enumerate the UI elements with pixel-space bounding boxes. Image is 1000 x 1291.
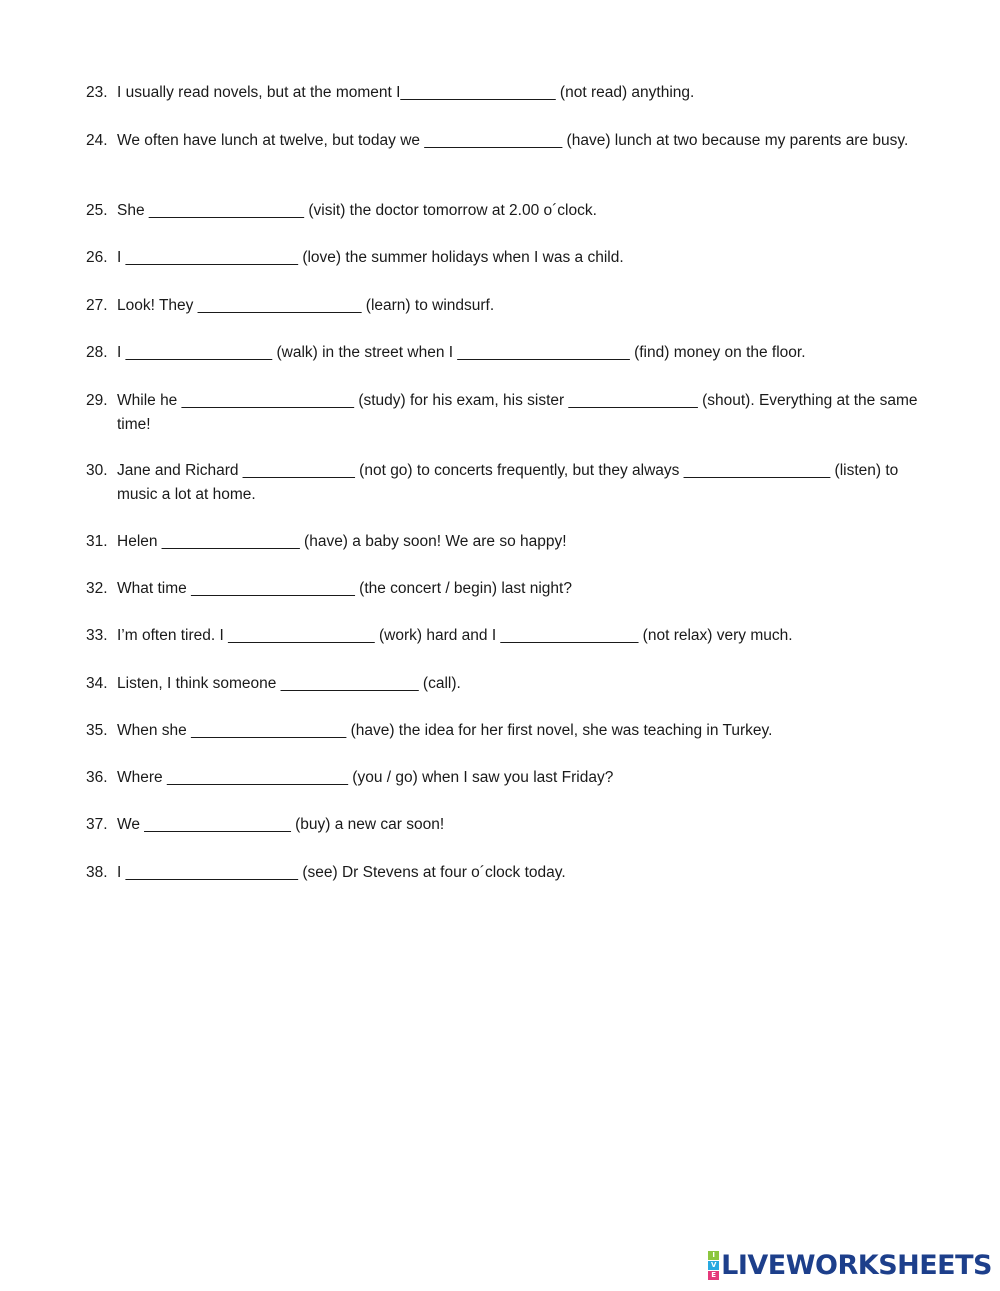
question-text: Listen, I think someone ________________ (call). bbox=[117, 675, 461, 692]
question-number: 36. bbox=[86, 769, 108, 786]
logo-color-blocks-icon bbox=[708, 1251, 719, 1280]
question-29 bbox=[86, 389, 926, 437]
question-number: 34. bbox=[86, 675, 108, 692]
question-number: 32. bbox=[86, 580, 108, 597]
logo-text: LIVEWORKSHEETS bbox=[721, 1250, 992, 1281]
question-number: 35. bbox=[86, 722, 108, 739]
question-33 bbox=[86, 624, 926, 648]
question-text: Helen ________________ (have) a baby soon! We are so happy! bbox=[117, 533, 567, 550]
question-text: Where _____________________ (you / go) when I saw you last Friday? bbox=[117, 769, 614, 786]
liveworksheets-logo bbox=[708, 1250, 992, 1281]
question-number: 24. bbox=[86, 132, 108, 149]
logo-block: I bbox=[708, 1251, 719, 1260]
question-30 bbox=[86, 459, 926, 507]
question-23 bbox=[86, 81, 926, 105]
question-text: I _________________ (walk) in the street when I ____________________ (find) money on the floor. bbox=[117, 344, 806, 361]
question-number: 27. bbox=[86, 297, 108, 314]
question-31 bbox=[86, 530, 926, 554]
question-text: What time ___________________ (the concert / begin) last night? bbox=[117, 580, 572, 597]
question-number: 31. bbox=[86, 533, 108, 550]
question-text: I usually read novels, but at the moment I__________________ (not read) anything. bbox=[117, 84, 695, 101]
question-number: 37. bbox=[86, 816, 108, 833]
logo-block: E bbox=[708, 1271, 719, 1280]
question-35 bbox=[86, 719, 926, 743]
question-number: 38. bbox=[86, 864, 108, 881]
question-number: 29. bbox=[86, 392, 108, 409]
question-text: When she __________________ (have) the idea for her first novel, she was teaching in Turkey. bbox=[117, 722, 773, 739]
question-25 bbox=[86, 199, 926, 223]
question-32 bbox=[86, 577, 926, 601]
question-number: 26. bbox=[86, 249, 108, 266]
logo-block: V bbox=[708, 1261, 719, 1270]
question-text: We often have lunch at twelve, but today we ________________ (have) lunch at two because my parents are busy. bbox=[117, 132, 909, 149]
question-34 bbox=[86, 672, 926, 696]
question-number: 25. bbox=[86, 202, 108, 219]
question-text: She __________________ (visit) the doctor tomorrow at 2.00 o´clock. bbox=[117, 202, 597, 219]
question-number: 33. bbox=[86, 627, 108, 644]
question-28 bbox=[86, 341, 926, 365]
question-number: 30. bbox=[86, 462, 108, 479]
question-37 bbox=[86, 813, 926, 837]
question-36 bbox=[86, 766, 926, 790]
question-number: 28. bbox=[86, 344, 108, 361]
question-text: I’m often tired. I _________________ (work) hard and I ________________ (not relax) very much. bbox=[117, 627, 793, 644]
question-text: We _________________ (buy) a new car soon! bbox=[117, 816, 445, 833]
question-number: 23. bbox=[86, 84, 108, 101]
question-text: Look! They ___________________ (learn) to windsurf. bbox=[117, 297, 495, 314]
question-text: While he ____________________ (study) for his exam, his sister _______________ (shout). Everything at the same time! bbox=[117, 392, 922, 433]
question-26 bbox=[86, 246, 926, 270]
question-27 bbox=[86, 294, 926, 318]
question-38 bbox=[86, 861, 926, 885]
question-text: I ____________________ (love) the summer holidays when I was a child. bbox=[117, 249, 624, 266]
question-24 bbox=[86, 129, 926, 153]
question-text: I ____________________ (see) Dr Stevens at four o´clock today. bbox=[117, 864, 566, 881]
question-text: Jane and Richard _____________ (not go) to concerts frequently, but they always _________________ (listen) to music a lot at home. bbox=[117, 462, 903, 503]
